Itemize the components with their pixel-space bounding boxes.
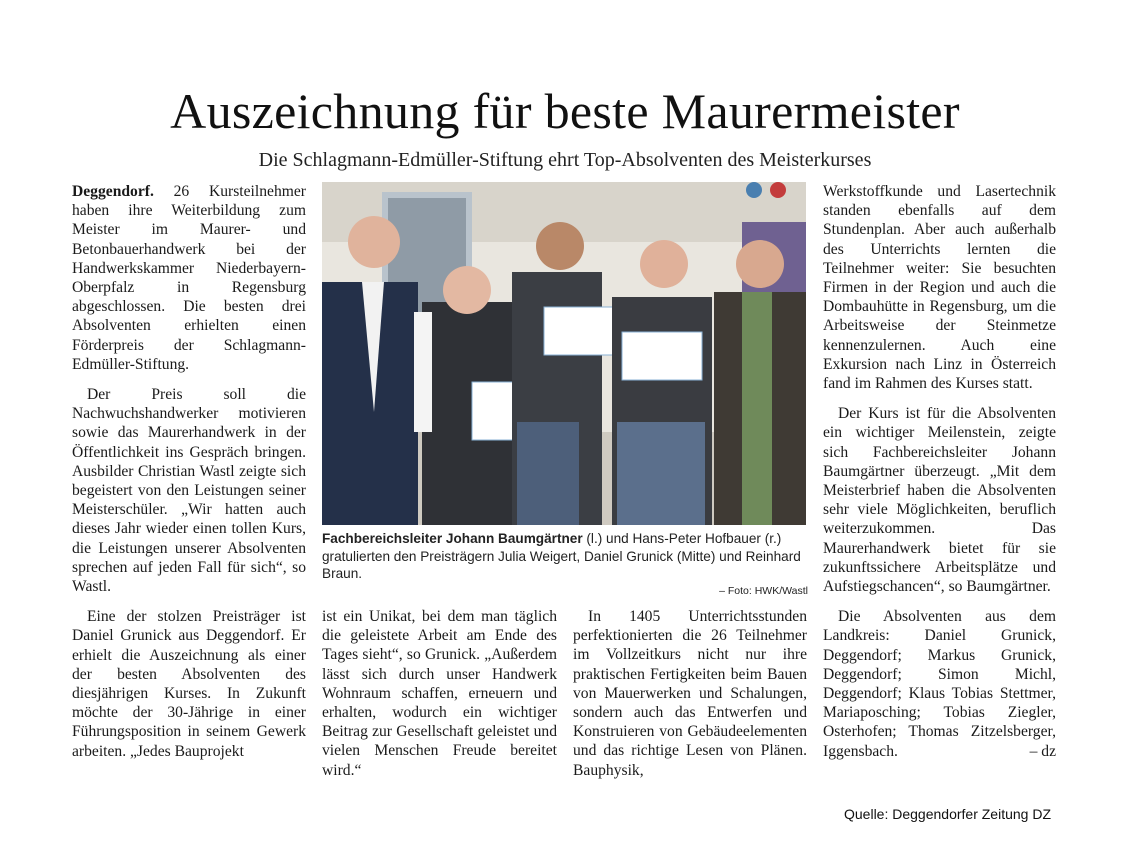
article-column-2 bbox=[322, 607, 557, 791]
paragraph-8 bbox=[823, 607, 1056, 761]
author-signature: – dz bbox=[1029, 742, 1056, 760]
article-column-3 bbox=[573, 607, 807, 791]
paragraph-intro bbox=[72, 182, 306, 374]
paragraph-8-text: Die Absolventen aus dem Landkreis: Daniel Grunick, Deggendorf; Markus Grunick, Deggendorf; Simon Michl, Deggendorf; Klaus Tobias Stettmer, Mariaposching; Tobias Ziegler, Osterhofen; Thomas Zitzelsberger, Iggensbach. bbox=[823, 608, 1056, 760]
article-photo bbox=[322, 182, 806, 525]
paragraph-6: Werkstoffkunde und Lasertechnik standen ebenfalls auf dem Stundenplan. Aber auch außerhalb des Unterrichts lernten die Teilnehmer weiter: Sie besuchten Firmen in der Region und auch die Dombauhütte in Regensburg, um die Arbeitsweise der Steinmetze kennenzulernen. Auch eine Exkursion nach Linz in Österreich fand im Rahmen des Kurses statt. bbox=[823, 183, 1056, 393]
source-note: Quelle: Deggendorfer Zeitung DZ bbox=[844, 806, 1051, 822]
subheadline: Die Schlagmann-Edmüller-Stiftung ehrt Top-Absolventen des Meisterkurses bbox=[258, 149, 872, 171]
headline: Auszeichnung für beste Maurermeister bbox=[170, 83, 960, 139]
paragraph-5: In 1405 Unterrichtsstunden perfektionierten die 26 Teilnehmer im Vollzeitkurs nicht nur ihre praktischen Fertigkeiten beim Bauen von Mauerwerken und Schalungen, sondern auch das Entwerfen und Konstruieren von Gebäudeelementen und das richtige Lesen von Plänen. Bauphysik, bbox=[573, 608, 807, 779]
paragraph-3: Eine der stolzen Preisträger ist Daniel Grunick aus Deggendorf. Er erhielt die Auszeichnung als einer der besten Absolventen des diesjährigen Kurses. In Zukunft möchte der 30-Jährige in einer Führungsposition in seinem Gewerk arbeiten. „Jedes Bauprojekt bbox=[72, 608, 306, 760]
caption-bold: Fachbereichsleiter Johann Baumgärtner bbox=[322, 531, 583, 546]
photo-caption bbox=[322, 530, 808, 597]
article-column-1 bbox=[72, 182, 306, 772]
photo-illustration bbox=[322, 182, 806, 525]
photo-credit: – Foto: HWK/Wastl bbox=[719, 584, 808, 597]
paragraph-2: Der Preis soll die Nachwuchshandwerker motivieren sowie das Maurerhandwerk in der Öffentlichkeit ins Gespräch bringen. Ausbilder Christian Wastl zeigte sich begeistert von den Leistungen seiner Meisterschüler. „Wir hatten auch dieses Jahr wieder einen tollen Kurs, die Leistungen unserer Absolventen sprechen auf jeden Fall für sich“, so Wastl. bbox=[72, 386, 306, 596]
paragraph-intro-text: 26 Kursteilnehmer haben ihre Weiterbildung zum Meister im Maurer- und Betonbauerhandwerk bei der Handwerkskammer Niederbayern-Oberpfalz in Regensburg abgeschlossen. Die besten drei Absolventen erhielten einen Förderpreis der Schlagmann-Edmüller-Stiftung. bbox=[72, 183, 306, 373]
paragraph-4: ist ein Unikat, bei dem man täglich die geleistete Arbeit am Ende des Tages sieht“, so Grunick. „Außerdem lässt sich durch unser Handwerk Wohnraum schaffen, erneuern und erhalten, wodurch ein wichtiger Beitrag zur Gesellschaft geleistet und vielen Menschen Freude bereitet wird.“ bbox=[322, 608, 557, 779]
article-column-4 bbox=[823, 182, 1056, 772]
paragraph-7: Der Kurs ist für die Absolventen ein wichtiger Meilenstein, zeigte sich Fachbereichsleiter Johann Baumgärtner überzeugt. „Mit dem Meisterbrief haben die Absolventen sehr viele Möglichkeiten, beruflich weiterzukommen. Das Maurerhandwerk bietet für sie zukunftssichere Arbeitsplätze und Aufstiegschancen“, so Baumgärtner. bbox=[823, 405, 1056, 596]
dateline: Deggendorf. bbox=[72, 183, 154, 200]
caption-text: (l.) und Hans-Peter Hofbauer (r.) gratulierten den Preisträgern Julia Weigert, Daniel Grunick (Mitte) und Reinhard Braun. bbox=[322, 531, 801, 581]
